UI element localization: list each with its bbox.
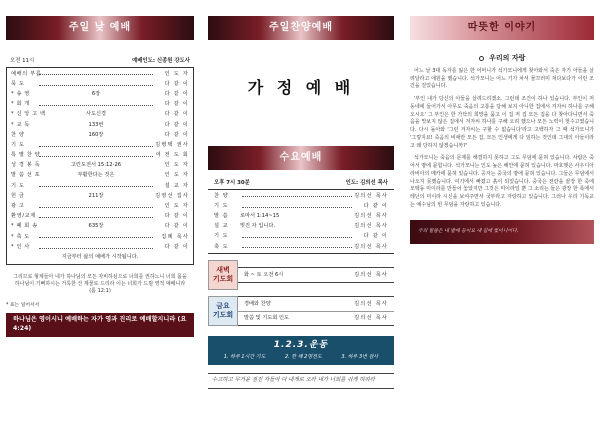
worship-row <box>11 160 189 170</box>
service-leader: 예배인도: 신종원 강도사 <box>132 58 190 64</box>
dawn-prayer-leader: 김의선 목사 <box>354 271 388 278</box>
wednesday-row <box>214 211 388 221</box>
dawn-prayer-time: 화 ~ 토 오전 6시 <box>244 271 284 278</box>
wednesday-item-content: 로마서 1:14~15 <box>240 212 280 219</box>
story-body <box>410 68 594 210</box>
worship-item-label: 찬 양 <box>11 131 25 138</box>
wednesday-item-label: 말 씀 <box>214 212 229 219</box>
movement-item: 2. 한 해 2명전도 <box>284 354 322 361</box>
worship-row <box>11 130 189 140</box>
worship-row <box>11 222 189 232</box>
worship-row <box>11 110 189 120</box>
worship-item-person: 김영선 집사 <box>155 192 189 199</box>
worship-item-person: 인 도 자 <box>164 203 189 210</box>
wednesday-item-content: 빚진 자 입니다. <box>240 223 276 230</box>
worship-item-content: 6장 <box>91 90 101 97</box>
friday-prayer-tag <box>208 296 238 326</box>
story-title-text: 우리의 자랑 <box>489 54 526 62</box>
worship-item-content: 133번 <box>88 121 104 128</box>
dotted-leader <box>39 184 153 187</box>
worship-row <box>11 140 189 150</box>
movement-item: 1. 하루 1시간 기도 <box>223 354 266 361</box>
movement-box <box>208 336 394 366</box>
dotted-leader <box>39 215 153 218</box>
friday-tag-line2: 기도회 <box>212 310 234 319</box>
worship-item-person: 다 같 이 <box>164 101 189 108</box>
worship-item-label: 환영/교제 <box>11 213 36 220</box>
worship-row <box>11 201 189 211</box>
worship-row <box>11 181 189 191</box>
movement-items <box>214 354 388 360</box>
worship-item-content: 635장 <box>88 223 104 230</box>
friday-tag-line1: 금요 <box>216 302 230 311</box>
dotted-leader <box>39 205 153 208</box>
family-worship-title: 가 정 예 배 <box>247 78 355 97</box>
movement-title: 1.2.3.운동 <box>273 339 329 350</box>
friday-prayer-content: 말씀 및 기도회 인도 <box>244 315 290 322</box>
service-header <box>6 58 194 67</box>
warm-story-banner: 따뜻한 이야기 <box>410 16 594 40</box>
worship-item-person: 인 도 자 <box>164 162 189 169</box>
worship-item-content: 고린도전서 15:12-26 <box>70 162 122 169</box>
wednesday-header <box>208 180 394 189</box>
worship-item-label: 예배의 부름 <box>11 70 42 77</box>
story-paragraph: 어느 날 3대 독자를 잃은 한 어머니가 석가모니에게 찾아와서 죽은 자기 아들을 살려달라고 애원을 했습니다. 석가모니는 어느 기가 차서 물끄러미 쳐다보다가 이런 조건을 걸었습니다. <box>410 67 594 90</box>
worship-item-person: 다 같 이 <box>164 111 189 118</box>
friday-prayer-row <box>238 311 394 325</box>
wednesday-row <box>214 242 388 252</box>
dotted-leader <box>39 72 153 75</box>
worship-item-label: 말 씀 선 포 <box>11 172 41 179</box>
wednesday-item-person: 김의선 목사 <box>354 223 388 230</box>
friday-prayer-body <box>238 296 394 326</box>
order-of-worship <box>6 67 194 265</box>
worship-row <box>11 150 189 160</box>
blessing-verse: 그리므로 형제들아 내가 하나님의 모든 자비하심으로 너희를 권하노니 너희 몸을 하나님이 기뻐하시는 거룩한 산 제물로 드리라 이는 너희가 드릴 영적 예배니라(롬 12:1) <box>13 273 187 295</box>
worship-item-person: 다 같 이 <box>164 80 189 87</box>
worship-item-person: 다 같 이 <box>164 213 189 220</box>
worship-item-label: 성 경 봉 독 <box>11 162 41 169</box>
worship-row <box>11 232 189 242</box>
worship-row <box>11 79 189 89</box>
dotted-leader <box>242 194 352 197</box>
wednesday-item-person: 다 같 이 <box>363 202 388 209</box>
story-title <box>410 54 594 63</box>
worship-item-person: 김병택 권사 <box>155 141 189 148</box>
worship-item-person: 다 같 이 <box>164 121 189 128</box>
worship-row <box>11 120 189 130</box>
worship-item-person: 다 같 이 <box>164 223 189 230</box>
worship-item-person: 설 교 자 <box>164 182 189 189</box>
worship-item-label: 헌 금 <box>11 192 25 199</box>
worship-item-content: 160장 <box>88 131 104 138</box>
story-paragraph: '부인 내가 당신의 아들을 살려드리겠소. 그런데 조건이 하나 있습니다. 부인이 저 동네에 들어가서 아무도 죽음의 고통을 당해 보지 아니한 집에서 겨자씨 하나를 구해 오시오' 그 부인은 한 가닥의 희망을 품고 이 집 저 집 모든 집을 다 찾아다니면서 죽음을 맛보지 않은 집에서 겨자씨 하나를 구해 오려 했으나 모든 노력이 헛수고였습니다. 다시 돌아와 '그런 겨자씨는 구할 수 없습니다'라고 고백하자 그 때 석가모니가 '그렇지요! 죽음의 비애란 모든 집, 모든 인생에게 다 임하는 것인데 그대의 아들이라고 왜 당하지 않겠습니까?' <box>410 96 594 149</box>
sunday-service-banner: 주일 낮 예배 <box>6 16 194 40</box>
key-verse-bar: 하나님은 영이시니 예배하는 자가 영과 진리로 예배할지니라 (요4:24) <box>6 313 194 337</box>
wednesday-row <box>214 232 388 242</box>
wednesday-service-banner: 수요예배 <box>208 146 394 170</box>
service-time: 오전 11시 <box>10 58 35 64</box>
worship-item-label: * 인 사 <box>11 243 30 250</box>
dotted-leader <box>242 205 352 208</box>
worship-row <box>11 171 189 181</box>
wednesday-time: 오후 7시 30분 <box>214 180 250 186</box>
wednesday-item-label: 기 도 <box>214 202 229 209</box>
praise-service-panel <box>208 0 394 424</box>
worship-item-label: * 폐 회 송 <box>11 223 38 230</box>
worship-item-label: * 송 영 <box>11 90 30 97</box>
wednesday-order <box>208 189 394 254</box>
worship-item-person: 다 같 이 <box>164 90 189 97</box>
dotted-leader <box>242 235 352 238</box>
worship-item-label: * 축 도 <box>11 233 30 240</box>
wednesday-item-label: 기 도 <box>214 233 229 240</box>
wednesday-item-person: 김의선 목사 <box>354 192 388 199</box>
friday-prayer-content: 경배와 찬양 <box>244 300 271 307</box>
worship-item-label: 특 별 찬 양 <box>11 152 41 159</box>
worship-row <box>11 211 189 221</box>
dotted-leader <box>39 144 153 147</box>
worship-item-label: * 회 개 <box>11 101 30 108</box>
worship-item-label: 기 도 <box>11 182 25 189</box>
friday-prayer-leader: 김의선 목사 <box>354 315 388 322</box>
movement-item: 3. 하루 3번 감사 <box>341 354 379 361</box>
worship-item-person: 여 전 도 회 <box>155 152 189 159</box>
sunday-service-panel <box>6 0 194 424</box>
worship-row <box>11 69 189 79</box>
wednesday-row <box>214 221 388 231</box>
wednesday-item-person: 김의선 목사 <box>354 243 388 250</box>
worship-item-label: 묵 도 <box>11 80 25 87</box>
worship-item-content: 사도신경 <box>85 111 107 118</box>
dotted-leader <box>242 245 352 248</box>
worship-item-label: * 교 독 <box>11 121 30 128</box>
dotted-leader <box>39 83 153 86</box>
order-footer: 지금부터 삶의 예배가 시작됩니다. <box>61 254 139 261</box>
worship-row <box>11 242 189 252</box>
worship-row <box>11 89 189 99</box>
wednesday-item-person: 김의선 목사 <box>354 212 388 219</box>
dawn-tag-line2: 기도회 <box>212 274 234 283</box>
wednesday-row <box>214 191 388 201</box>
dotted-leader <box>39 235 153 238</box>
warm-story-panel <box>410 0 594 424</box>
wednesday-item-label: 설 교 <box>214 223 229 230</box>
dotted-leader <box>39 154 153 157</box>
worship-row <box>11 99 189 109</box>
worship-item-person: 인 도 자 <box>164 70 189 77</box>
friday-prayer-row <box>238 297 394 311</box>
dawn-prayer-section <box>208 260 394 290</box>
wednesday-item-label: 축 도 <box>214 243 229 250</box>
worship-item-content: 부활한다는 것은 <box>77 172 115 179</box>
wednesday-item-person: 다 같 이 <box>363 233 388 240</box>
friday-prayer-section <box>208 296 394 326</box>
story-paragraph: 석가모니는 죽음의 문제를 해결하지 못하고 그도 무덤에 묻혀 있습니다. 사람은 죽어서 땅에 묻힙니다. 석가모니는 인도 높은 해안에 묻혀 있습니다. 마호멧은 사우디아라비아의 메카에 묻혀 있습니다. 공자는 중국의 땅에 묻혀 있습니다. 그들은 무덤에서 나오지 못했습니다. 여기에서 빠졌고 흙이 되었습니다. 중국은 전란을 끝장 한 죽에 모택동 미이라를 만들어 놓았지만 그것은 미이라일 뿐 그 소리는 들은 광장 한 폭에서 레닌의 미이라 시신을 보여주면서 국부라고 자랑하고 있습니다. 그러나 우리 기독교는 예수님의 빈 무덤을 자랑하고 있습니다. <box>410 155 594 208</box>
worship-item-person: 다 같 이 <box>164 131 189 138</box>
dotted-leader <box>39 103 153 106</box>
worship-item-label: 기 도 <box>11 141 25 148</box>
bullet-icon <box>479 56 484 61</box>
dawn-prayer-tag <box>208 260 238 290</box>
worship-item-person: 인 도 자 <box>164 172 189 179</box>
closing-verse-bar: 주의 말씀은 내 발에 등이요 내 길에 빛이니이다. <box>410 220 594 244</box>
dawn-tag-line1: 새벽 <box>216 266 230 275</box>
praise-service-banner: 주일찬양예배 <box>208 16 394 40</box>
friday-prayer-leader: 김의선 목사 <box>354 300 388 307</box>
worship-item-label: 광 고 <box>11 203 25 210</box>
wednesday-row <box>214 201 388 211</box>
worship-item-content: 211장 <box>88 192 104 199</box>
invitation-quote: 수고하고 무거운 짐진 자들아 다 내게로 오라 내가 너희를 쉬게 하리라 <box>208 373 394 389</box>
dotted-leader <box>39 246 153 249</box>
worship-item-person: 다 같 이 <box>164 243 189 250</box>
wednesday-leader: 인도: 김의선 목사 <box>345 180 388 186</box>
standing-note: * 표는 일어서서 <box>6 303 40 309</box>
dawn-prayer-body <box>238 267 394 283</box>
worship-item-label: * 신 앙 고 백 <box>11 111 46 118</box>
dawn-prayer-row <box>238 268 394 282</box>
worship-item-person: 집례 목사 <box>161 233 189 240</box>
worship-row <box>11 191 189 201</box>
wednesday-item-label: 찬 양 <box>214 192 229 199</box>
